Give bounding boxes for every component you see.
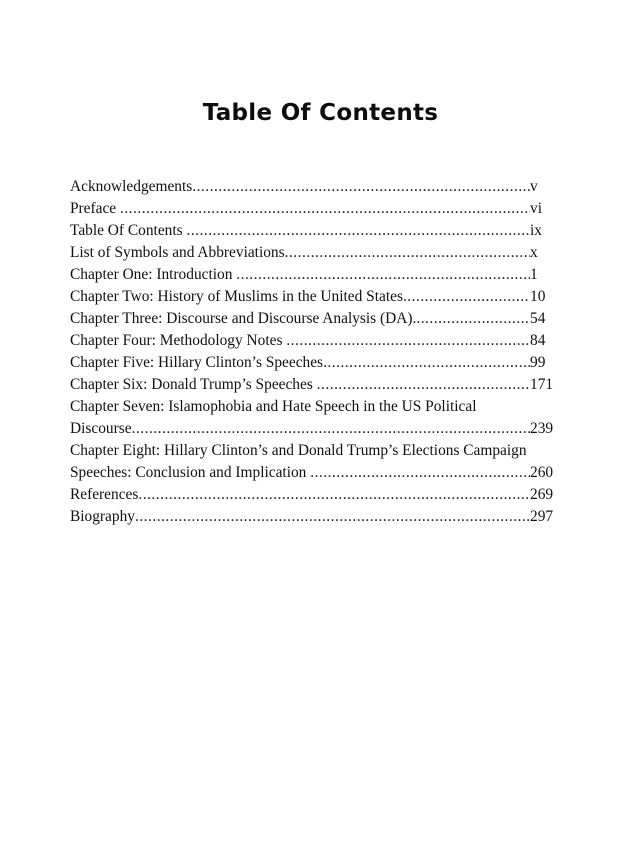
toc-entry-chapter-four[interactable] [70, 330, 560, 352]
toc-entry-page: 99 [530, 354, 546, 371]
toc-entry-label-line2: Discourse [70, 420, 132, 437]
toc-entry-page: x [530, 244, 538, 261]
toc-entry-chapter-one[interactable] [70, 264, 560, 286]
toc-entry-label: Chapter Six: Donald Trump’s Speeches [70, 376, 317, 393]
toc-entry-chapter-eight[interactable] [70, 440, 560, 484]
toc-entry-page: ix [530, 222, 542, 239]
toc-entry-table-of-contents[interactable] [70, 220, 560, 242]
toc-entry-references[interactable] [70, 484, 560, 506]
toc-entry-label-line1: Chapter Seven: Islamophobia and Hate Speech in the US Political [70, 398, 477, 415]
dot-leader [286, 330, 530, 352]
toc-entry-acknowledgements[interactable] [70, 176, 560, 198]
toc-entry-biography[interactable] [70, 506, 560, 528]
toc-entry-label: List of Symbols and Abbreviations [70, 244, 285, 261]
toc-entry-label: Chapter One: Introduction [70, 266, 237, 283]
dot-leader [138, 484, 530, 506]
toc-entry-label: Chapter Two: History of Muslims in the United States [70, 288, 403, 305]
toc-entry-chapter-six[interactable] [70, 374, 560, 396]
table-of-contents [70, 176, 560, 528]
dot-leader [192, 176, 530, 198]
dot-leader [132, 418, 530, 440]
dot-leader [317, 374, 530, 396]
toc-entry-page: 260 [530, 464, 554, 481]
dot-leader [323, 352, 530, 374]
toc-entry-page: 239 [530, 420, 554, 437]
toc-entry-preface[interactable] [70, 198, 560, 220]
toc-entry-page: 1 [530, 266, 538, 283]
toc-entry-chapter-two[interactable] [70, 286, 560, 308]
toc-entry-label: Table Of Contents [70, 222, 187, 239]
dot-leader [236, 264, 530, 286]
toc-entry-page: 10 [530, 288, 546, 305]
toc-entry-page: 84 [530, 332, 546, 349]
toc-entry-page: 297 [530, 508, 554, 525]
toc-entry-chapter-three[interactable] [70, 308, 560, 330]
toc-entry-page: 54 [530, 310, 546, 327]
page-title: Table Of Contents [202, 100, 439, 126]
toc-entry-page: vi [530, 200, 542, 217]
toc-entry-list-of-symbols[interactable] [70, 242, 560, 264]
dot-leader [416, 308, 530, 330]
toc-entry-label-line1: Chapter Eight: Hillary Clinton’s and Donald Trump’s Elections Campaign [70, 442, 527, 459]
dot-leader [135, 506, 530, 528]
toc-entry-chapter-five[interactable] [70, 352, 560, 374]
toc-entry-page: 171 [530, 376, 554, 393]
toc-entry-label: Preface [70, 200, 120, 217]
toc-entry-page: v [530, 178, 538, 195]
toc-entry-label: Chapter Four: Methodology Notes [70, 332, 287, 349]
toc-entry-label: References [70, 486, 139, 503]
dot-leader [403, 286, 530, 308]
toc-entry-page: 269 [530, 486, 554, 503]
dot-leader [186, 220, 530, 242]
toc-entry-label: Biography [70, 508, 135, 525]
dot-leader [120, 198, 530, 220]
toc-entry-chapter-seven[interactable] [70, 396, 560, 440]
dot-leader [285, 242, 530, 264]
toc-entry-label: Acknowledgements [70, 178, 193, 195]
toc-entry-label: Chapter Five: Hillary Clinton’s Speeches [70, 354, 324, 371]
toc-entry-label: Chapter Three: Discourse and Discourse Analysis (DA). [70, 310, 417, 327]
dot-leader [310, 462, 530, 484]
toc-entry-label-line2: Speeches: Conclusion and Implication [70, 464, 311, 481]
